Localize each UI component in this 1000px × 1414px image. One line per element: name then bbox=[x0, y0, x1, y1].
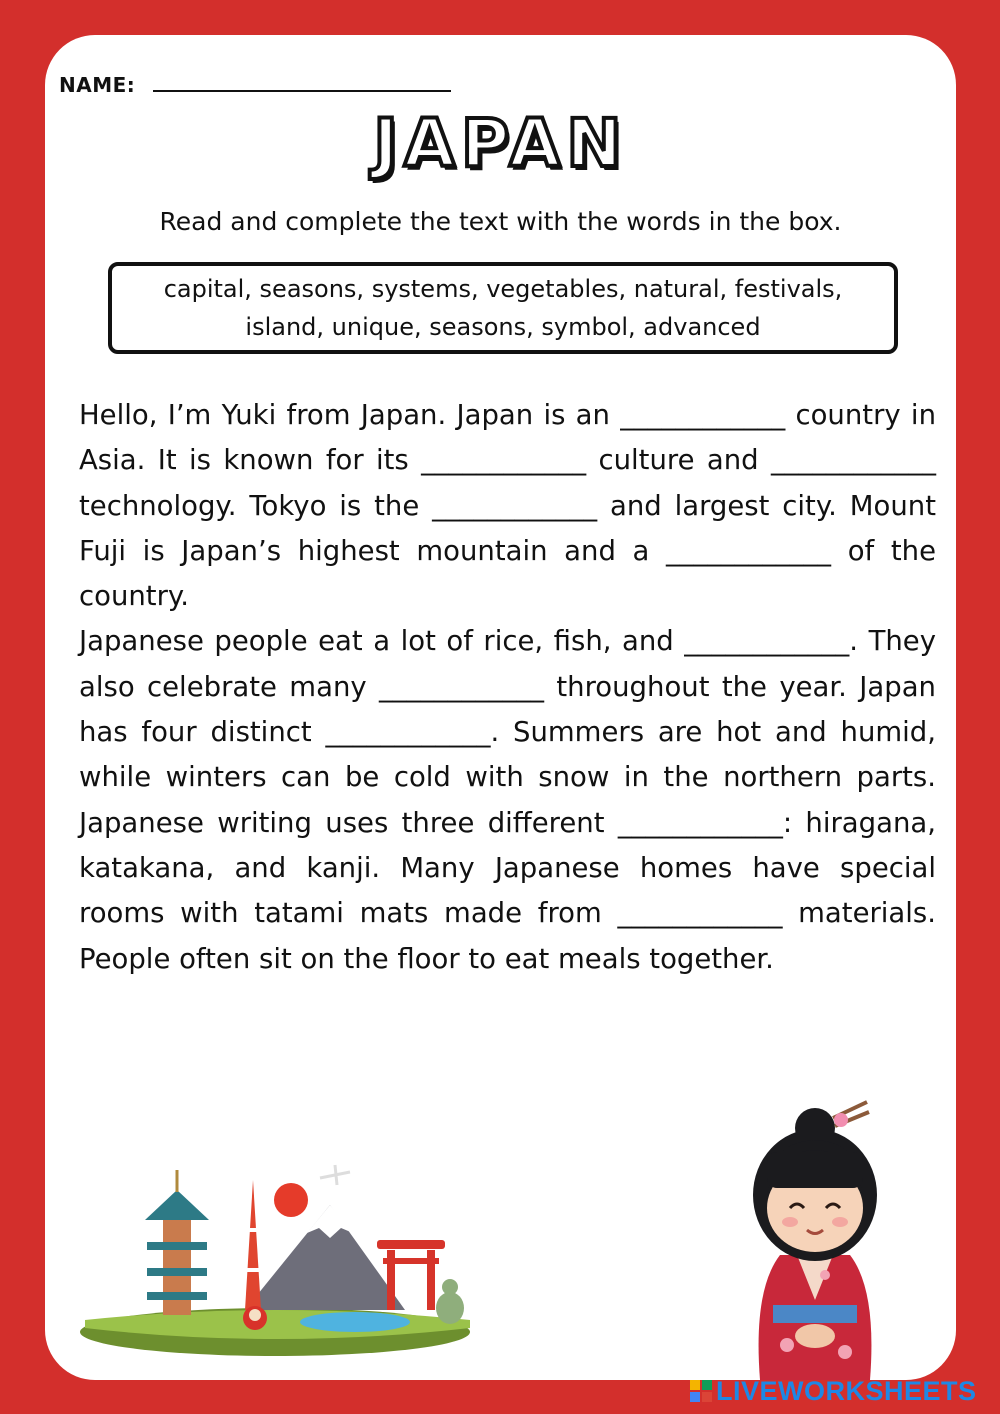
name-label: NAME: bbox=[59, 73, 136, 97]
japan-landmarks-illustration bbox=[75, 1150, 475, 1360]
word-box-line-2: island, unique, seasons, symbol, advanced bbox=[245, 313, 761, 341]
liveworksheets-logo-icon bbox=[690, 1380, 712, 1402]
paragraph-2: Japanese people eat a lot of rice, fish, and ____________. They also celebrate many ____________ throughout the year. Japan has four distinct ____________. Summers are hot and humid, while winters can be cold with snow in the northern parts. bbox=[79, 625, 936, 794]
brand-text: LIVEWORKSHEETS bbox=[716, 1375, 977, 1406]
word-box bbox=[108, 262, 898, 354]
paragraph-1: Hello, I’m Yuki from Japan. Japan is an ____________ country in Asia. It is known for its ____________ culture and ____________ technology. Tokyo is the ____________ and largest city. Mount Fuji is Japan’s highest mountain and a ____________ of the country. bbox=[79, 399, 936, 613]
worksheet-page bbox=[45, 35, 956, 1380]
page-title: JAPAN bbox=[373, 105, 628, 182]
paragraph-3: Japanese writing uses three different ____________: hiragana, katakana, and kanji. Many Japanese homes have special rooms with tatami mats made from ____________ materials. People often sit on the floor to eat meals together. bbox=[79, 806, 936, 975]
instruction-text: Read and complete the text with the words in the box. bbox=[159, 207, 842, 236]
passage bbox=[79, 393, 936, 982]
name-row bbox=[59, 67, 451, 97]
kimono-girl-illustration bbox=[735, 1090, 895, 1380]
liveworksheets-brand[interactable] bbox=[690, 1376, 977, 1406]
name-input-line[interactable] bbox=[153, 90, 451, 92]
word-box-line-1: capital, seasons, systems, vegetables, natural, festivals, bbox=[163, 275, 843, 303]
